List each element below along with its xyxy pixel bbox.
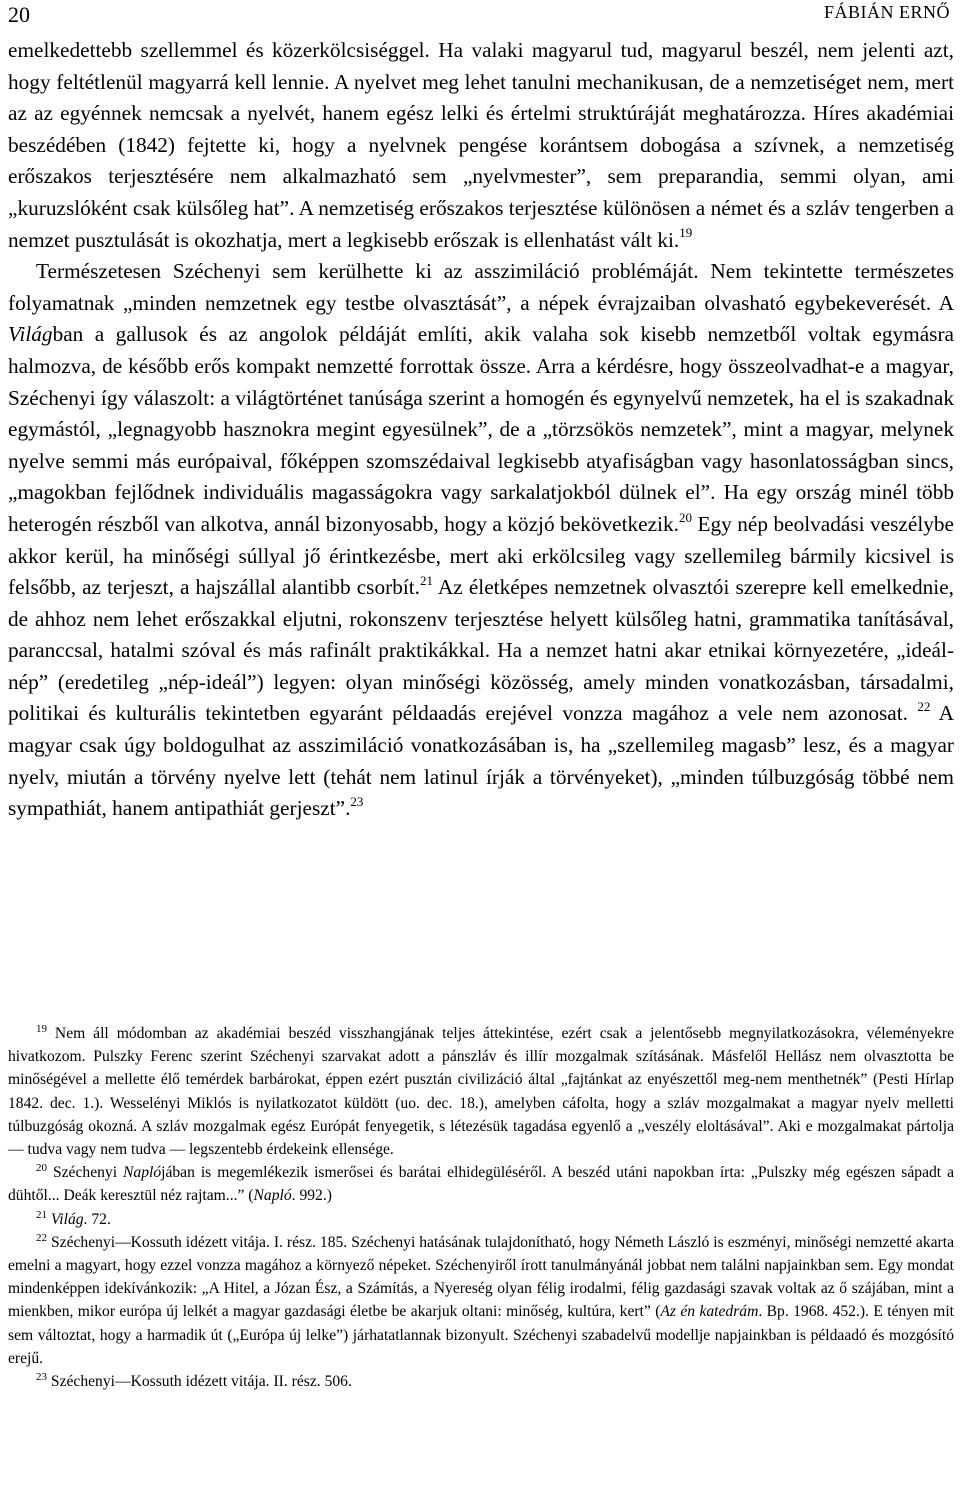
footnote-number: 23 [36,1370,47,1383]
footnote-20 [8,1161,954,1207]
footnote-text: Nem áll módomban az akadémiai beszéd visszhangjának teljes áttekintése, ezért csak a jelentősebb megnyilatkozásokra, véleményekre hivatkozom. Pulszky Ferenc szerint Széchenyi szarvakat adott a pánszláv és illír mozgalmak szításának. Másfelől Hellász nem olvasztotta be minőségével a mellette élő temérdek barbárokat, éppen ezért pusztán civilizáció által „fajtánkat az enyészettől meg-nem menthetnék” (Pesti Hírlap 1842. dec. 1.). Wesselényi Miklós is nyilatkozatot küldött (uo. dec. 18.), amelyben cáfolta, hogy a szláv mozgalmakat a magyar nyelv melletti túlbuzgóság okozná. A szláv mozgalmak egész Európát fenyegetik, s létezésük tagadása egyenlő a „veszély eloltásával”. Aki e mozgalmakat pártolja — tudva vagy nem tudva — legszentebb érdekeink ellensége. [8,1025,954,1159]
paragraph-2-text-a: Természetesen Széchenyi sem kerülhette ki az asszimiláció problémáját. Nem tekintette természetes folyamatnak „minden nemzetnek egy testbe olvasztását”, a népek évrajzaiban olvasható egybekeverését. A [8,259,954,315]
footnote-text: jában is megemlékezik ismerősei és barátai elhidegüléséről. A beszéd utáni napokban írta: „Pulszky még egészen sápadt a dühtől... Deák keresztül néz rajtam...” ( [8,1164,954,1205]
footnote-23 [8,1370,954,1393]
footnote-text: . 72. [83,1210,111,1228]
footnote-ref-23[interactable]: 23 [350,794,364,810]
paragraph-2-text-e: A magyar csak úgy boldogulhat az asszimiláció vonatkozásában is, ha „szellemileg magasb” lesz, és a magyar nyelv, miután a törvény nyelve lett (tehát nem latinul írják a törvényeket), „minden túlbuzgóság többé nem sympathiát, hanem antipathiát gerjeszt”. [8,701,954,821]
footnote-text: Széchenyi—Kossuth idézett vitája. I. rész. 185. Széchenyi hatásának tulajdonítható, hogy Németh László is eszményi, minőségi nemzetté akarta emelni a magyart, hogy ezzel vonzza magához a környező népeket. Széchenyiről írott tanulmányánál jobbat nem találni napjainkban sem. Egy mondat mindenképpen idekívánkozik: „A Hitel, a Józan Ész, a Számítás, a Nyereség olyan félig irodalmi, félig gazdasági szavak voltak az ő szájában, mint a mienkben, mikor európa új lelkét a magyar gazdasági életbe be akarjuk oltani: minőség, kultúra, kert” ( [8,1233,954,1321]
paragraph-1 [8,35,954,256]
footnote-ref-20[interactable]: 20 [678,509,692,525]
footnotes [8,1022,954,1393]
paragraph-1-text: emelkedettebb szellemmel és közerkölcsiséggel. Ha valaki magyarul tud, magyarul beszél, nem jelenti azt, hogy feltétlenül magyarrá kell lennie. A nyelvet meg lehet tanulni mechanikusan, de a nemzetiséget nem, mert az az egyénnek nemcsak a nyelvét, hanem egész lelki és értelmi struktúráját meghatározza. Híres akadémiai beszédében (1842) fejtette ki, hogy a nyelvnek pengése korántsem dobogása a szívnek, a nemzetiség erőszakos terjesztésére nem alkalmazható sem „nyelvmester”, sem preparandia, semmi olyan, ami „kuruzslóként csak külsőleg hat”. A nemzetiség erőszakos terjesztése különösen a német és a szláv tengerben a nemzet pusztulását is okozhatja, mert a legkisebb erőszak is ellenhatást vált ki. [8,38,954,252]
footnote-text: . Bp. 1968. 452.). E tényen mit sem változtat, hogy a harmadik út („Európa új lelke”) járhatatlannak bizonyult. Széchenyi szabadelvű modellje napjainkban is példaadó és mozgósító erejű. [8,1303,954,1367]
footnote-21 [8,1208,954,1231]
footnote-19 [8,1022,954,1161]
paragraph-2 [8,256,954,825]
work-title-katedram: Az én katedrám [660,1303,759,1321]
footnote-text: . 992.) [291,1187,332,1205]
footnote-text: Széchenyi [47,1164,123,1182]
footnote-number: 20 [36,1162,47,1175]
footnote-number: 19 [36,1022,47,1035]
running-head: FÁBIÁN ERNŐ [823,2,950,22]
paragraph-2-text-d: Az életképes nemzetnek olvasztói szerepre kell emelkednie, de ahhoz nem lehet erőszakkal eljutni, rokonszenv terjesztése helyett külsőleg hatni, grammatika tanításával, paranccsal, hatalmi szóval és más rafinált praktikákkal. Ha a nemzet hatni akar etnikai környezetére, „ideál-nép” (eredetileg „nép-ideál”) legyen: olyan minőségi közösség, amely minden vonatkozásban, társadalmi, politikai és kulturális tekintetben egyaránt példaadás erejével vonzza magához a vele nem azonosat. [8,575,954,726]
work-title-vilag: Világ [8,322,53,347]
footnote-ref-22[interactable]: 22 [917,699,931,715]
work-title-vilag: Világ [50,1210,84,1228]
page-header [8,2,950,32]
paragraph-2-text-b: ban a gallusok és az angolok példáját említi, akik valaha sok kisebb nemzetből voltak egymásra halmozva, de később erős kompakt nemzetté forrottak össze. Arra a kérdésre, hogy összeolvadhat-e a magyar, Széchenyi így válaszolt: a világtörténet tanúsága szerint a homogén és egynyelvű nemzetek, ha el is szakadnak egymástól, „legnagyobb hasznokra megint egyesülnek”, de a „törzsökös nemzetek”, mint a magyar, melynek nyelve semmi más európaival, főképpen szomszédaival legkisebb atyafiságban vagy hasonlatosságban sincs, „magokban fejlődnek individuális magasságokra vagy sarkalatjokból dülnek el”. Ha egy ország minél több heterogén részből van alkotva, annál bizonyosabb, hogy a közjó bekövetkezik. [8,322,954,536]
body-text [8,35,954,825]
footnote-text: Széchenyi—Kossuth idézett vitája. II. rész. 506. [47,1373,352,1391]
footnote-number: 21 [36,1208,47,1221]
footnote-ref-19[interactable]: 19 [679,225,693,241]
footnote-22 [8,1231,954,1370]
paragraph-2-text-c: Egy nép beolvadási veszélybe akkor kerül, ha minőségi súllyal jő érintkezésbe, mert aki erkölcsileg vagy szellemileg bármily kicsivel is felsőbb, az terjeszt, a hajszállal alantibb csorbít. [8,511,955,600]
page-number: 20 [8,2,30,27]
work-title-naplo: Napló [123,1164,162,1182]
footnote-ref-21[interactable]: 21 [420,573,434,588]
work-title-naplo: Napló [253,1187,292,1205]
footnote-number: 22 [36,1231,47,1244]
